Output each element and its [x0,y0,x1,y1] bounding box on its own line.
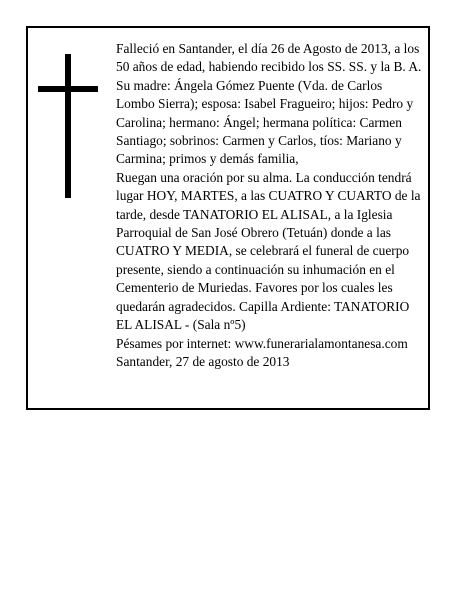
latin-cross-icon [38,54,98,198]
family-list: Su madre: Ángela Gómez Puente (Vda. de Carlos Lombo Sierra); esposa: Isabel Fragueiro; hijos: Pedro y Carolina; hermano: Ángel; hermana política: Carmen Santiago; sobrinos: Carmen y Carlos, tíos: Mariano y Carmina; primos y demás familia, [116,77,414,167]
funeral-details: Ruegan una oración por su alma. La conducción tendrá lugar HOY, MARTES, a las CUATRO Y CUARTO de la tarde, desde TANATORIO EL ALISAL, a la Iglesia Parroquial de San José Obrero (Tetuán) donde a las CUATRO Y MEDIA, se celebrará el funeral de cuerpo presente, siendo a continuación su inhumación en el Cementerio de Muriedas. Favores por los cuales les quedarán agradecidos. Capilla Ardiente: TANATORIO EL ALISAL - (Sala nº5) [116,169,421,333]
cross-vertical-bar [65,54,71,198]
cross-horizontal-bar [38,86,98,92]
notice-text [116,40,422,371]
obituary-notice [26,26,430,410]
notice-date: Santander, 27 de agosto de 2013 [116,353,290,369]
condolences-website: Pésames por internet: www.funerarialamontanesa.com [116,335,408,351]
death-announcement: Falleció en Santander, el día 26 de Agosto de 2013, a los 50 años de edad, habiendo recibido los SS. SS. y la B. A. [116,41,422,75]
